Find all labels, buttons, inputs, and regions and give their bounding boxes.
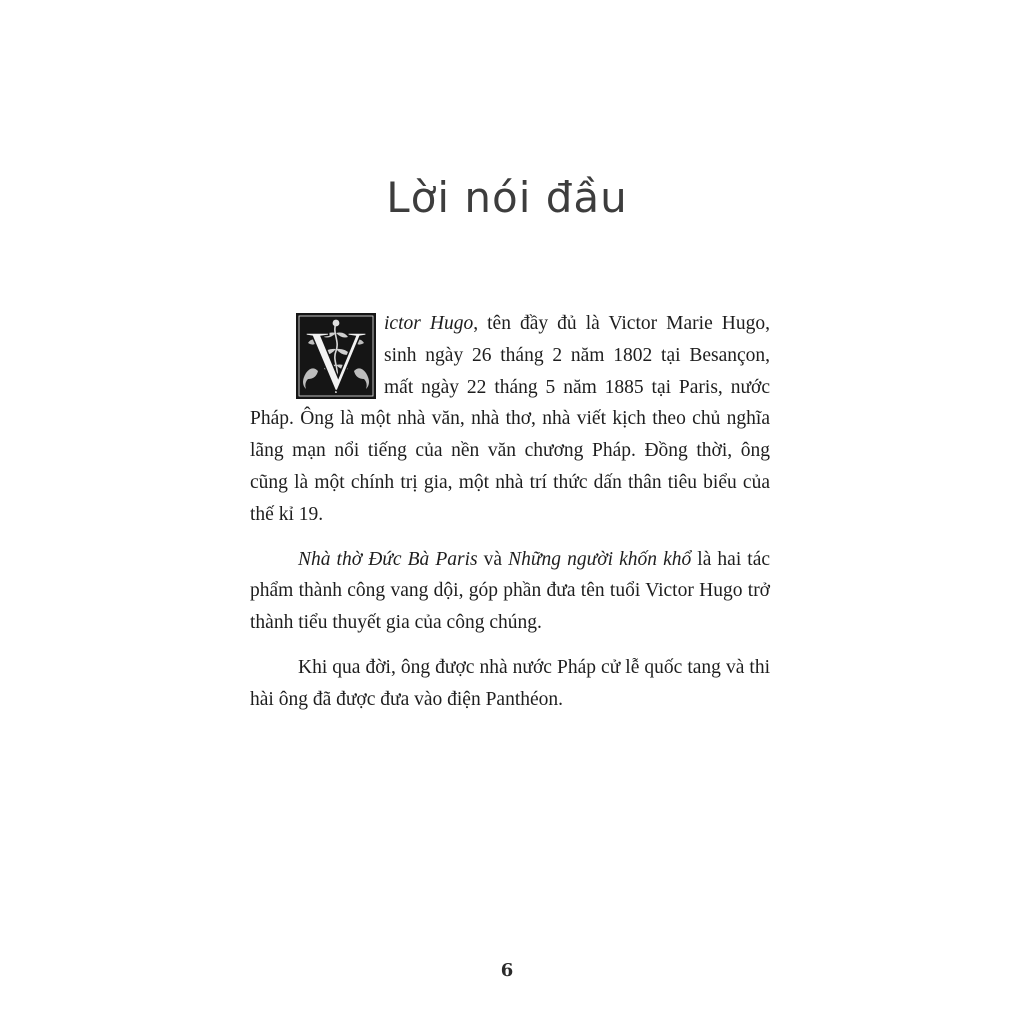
paragraph-2-connector: và [477,548,509,570]
dropcap-v-icon [296,313,376,399]
page-title: Lời nói đầu [386,173,628,222]
dropcap-ornament [296,313,376,399]
page-number: 6 [500,960,514,981]
paragraph-3-text: Khi qua đời, ông được nhà nước Pháp cử lễ quốc tang và thi hài ông đã được đưa vào điện Panthéon. [250,656,770,710]
svg-text:V: V [304,313,368,399]
paragraph-1-text: , tên đầy đủ là Victor Marie Hugo, sinh ngày 26 tháng 2 năm 1802 tại Besançon, mất ngày 22 tháng 5 năm 1885 tại Paris, nước Pháp. Ông là một nhà văn, nhà thơ, nhà viết kịch theo chủ nghĩa lãng mạn nổi tiếng của nền văn chương Pháp. Đồng thời, ông cũng là một chính trị gia, một nhà trí thức dấn thân tiêu biểu của thế kỉ 19. [250,313,770,525]
body-text [250,308,770,716]
book-title-2: Những người khốn khổ [508,548,692,570]
paragraph-3 [250,652,770,716]
paragraph-2 [250,544,770,639]
paragraph-2-text: là hai tác phẩm thành công vang dội, góp phần đưa tên tuổi Victor Hugo trở thành tiểu thuyết gia của công chúng. [250,548,771,634]
author-name-italic: ictor Hugo [384,313,474,334]
book-title-1: Nhà thờ Đức Bà Paris [298,548,478,570]
paragraph-1 [250,308,770,531]
